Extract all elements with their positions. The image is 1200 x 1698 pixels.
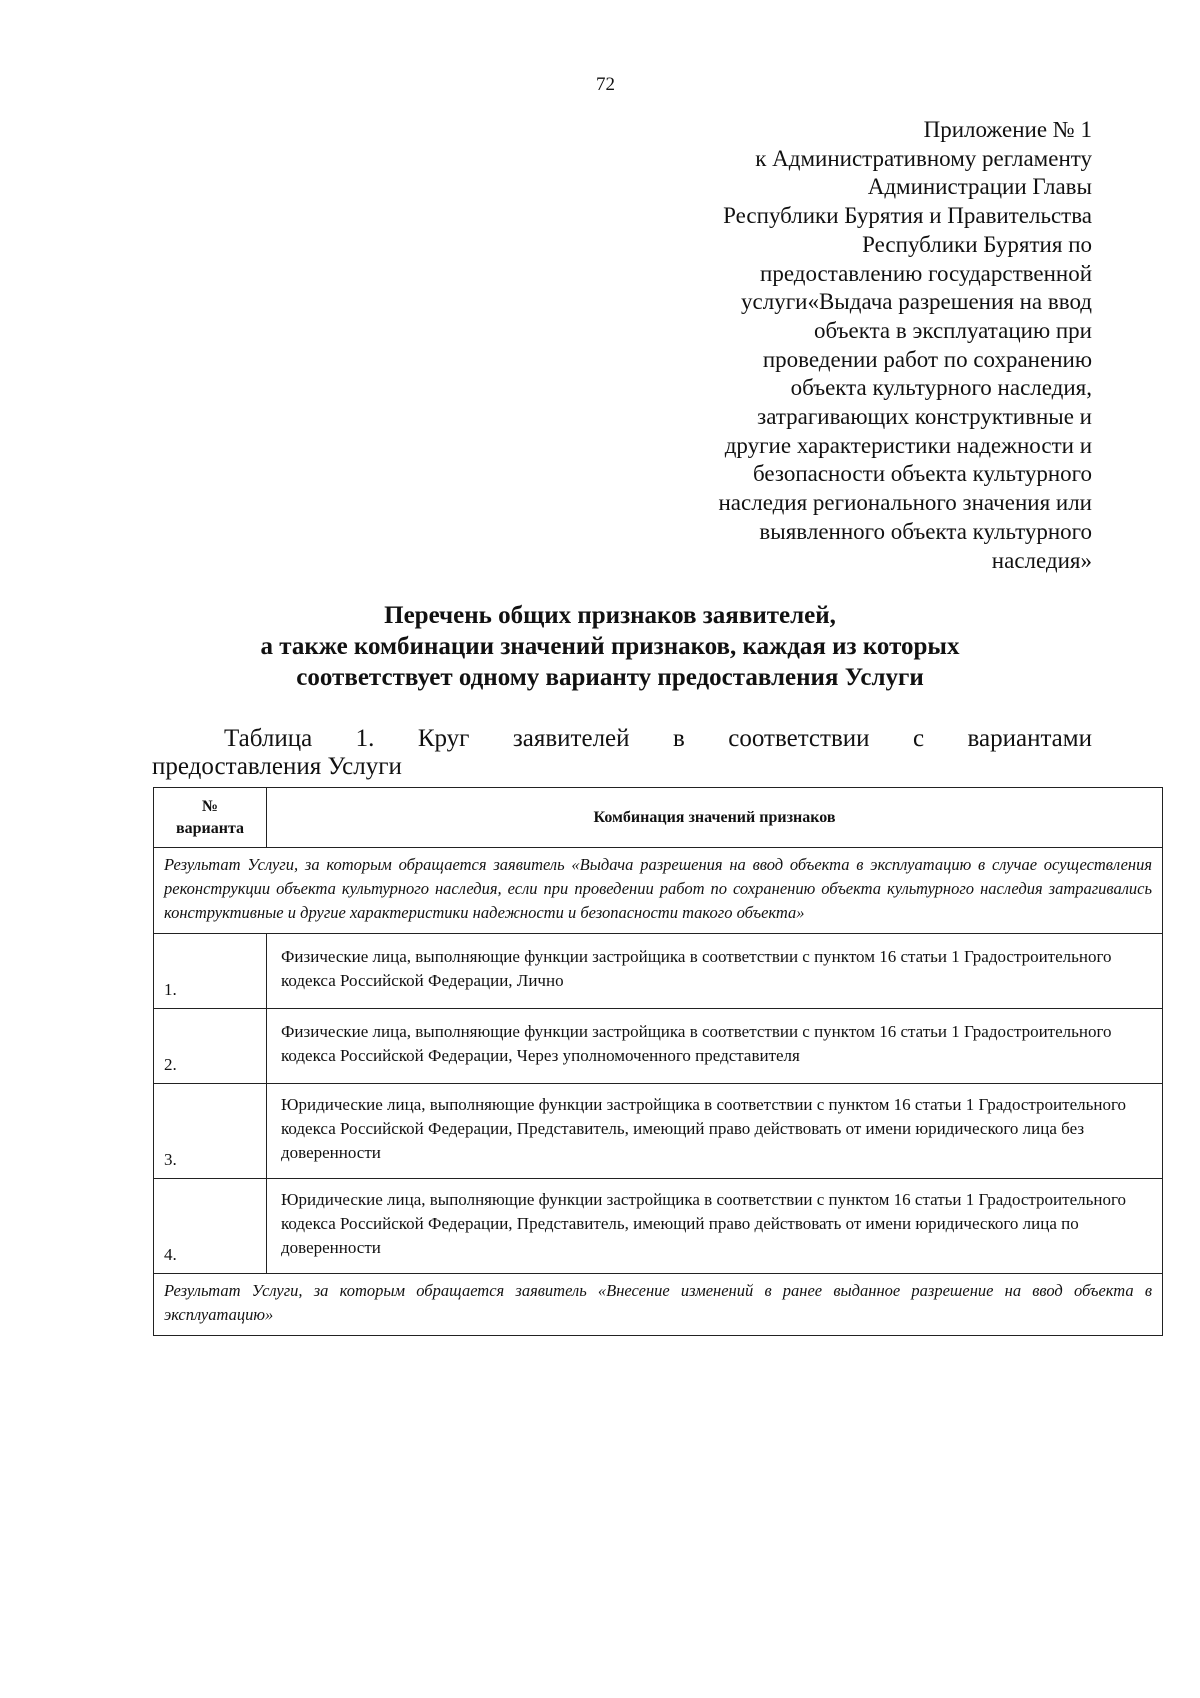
table-header-row	[154, 788, 1163, 848]
heading-line: соответствует одному варианту предоставления Услуги	[296, 664, 924, 691]
appendix-line: другие характеристики надежности и	[724, 432, 1092, 458]
appendix-line: объекта культурного наследия,	[790, 375, 1092, 401]
appendix-line: Республики Бурятия и Правительства	[723, 203, 1092, 229]
variant-description: Юридические лица, выполняющие функции застройщика в соответствии с пунктом 16 статьи 1 Градостроительного кодекса Российской Федерации, Представитель, имеющий право действовать от имени юридического лица по доверенности	[267, 1179, 1163, 1274]
table-row	[154, 1084, 1163, 1179]
variant-description: Физические лица, выполняющие функции застройщика в соответствии с пунктом 16 статьи 1 Градостроительного кодекса Российской Федерации, Лично	[267, 934, 1163, 1009]
appendix-line: объекта в эксплуатацию при	[814, 317, 1092, 343]
appendix-line: Администрации Главы	[867, 174, 1092, 200]
caption-word: вариантами	[967, 725, 1092, 752]
document-heading	[130, 600, 1090, 693]
caption-word: с	[912, 725, 925, 752]
caption-word: соответствии	[728, 725, 870, 752]
header-variant-number	[154, 788, 267, 848]
caption-word: 1.	[355, 725, 375, 752]
appendix-line: Приложение № 1	[923, 117, 1092, 142]
caption-line: предоставления Услуги	[152, 753, 402, 780]
variant-number: 1.	[154, 934, 267, 1009]
variant-number: 4.	[154, 1179, 267, 1274]
page-number: 72	[596, 74, 615, 95]
table-caption	[152, 724, 1092, 781]
appendix-line: безопасности объекта культурного	[752, 461, 1092, 487]
appendix-line: услуги«Выдача разрешения на ввод	[741, 289, 1092, 315]
appendix-note	[622, 116, 1092, 575]
caption-word: Круг	[417, 725, 470, 752]
caption-word: в	[672, 725, 685, 752]
appendix-line: предоставлению государственной	[760, 260, 1092, 286]
caption-word: заявителей	[512, 725, 630, 752]
header-num-label: варианта	[175, 819, 245, 837]
heading-line: Перечень общих признаков заявителей,	[384, 602, 836, 629]
appendix-line: наследия»	[991, 547, 1092, 573]
variant-description: Физические лица, выполняющие функции застройщика в соответствии с пунктом 16 статьи 1 Градостроительного кодекса Российской Федерации, Через уполномоченного представителя	[267, 1009, 1163, 1084]
appendix-line: затрагивающих конструктивные и	[757, 404, 1092, 430]
variant-description: Юридические лица, выполняющие функции застройщика в соответствии с пунктом 16 статьи 1 Градостроительного кодекса Российской Федерации, Представитель, имеющий право действовать от имени юридического лица без доверенности	[267, 1084, 1163, 1179]
table-row	[154, 1009, 1163, 1084]
appendix-line: к Административному регламенту	[755, 145, 1092, 171]
result-description: Результат Услуги, за которым обращается заявитель «Внесение изменений в ранее выданное разрешение на ввод объекта в эксплуатацию»	[154, 1274, 1163, 1336]
caption-word: Таблица	[224, 725, 313, 752]
result-row	[154, 848, 1163, 934]
header-combination: Комбинация значений признаков	[267, 788, 1163, 848]
variant-number: 2.	[154, 1009, 267, 1084]
header-num-symbol: №	[201, 797, 219, 815]
result-description: Результат Услуги, за которым обращается заявитель «Выдача разрешения на ввод объекта в эксплуатацию в случае осуществления реконструкции объекта культурного наследия, если при проведении работ по сохранению объекта культурного наследия затрагивались конструктивные и другие характеристики надежности и безопасности такого объекта»	[154, 848, 1163, 934]
result-row	[154, 1274, 1163, 1336]
table-row	[154, 1179, 1163, 1274]
appendix-line: Республики Бурятия по	[862, 231, 1092, 257]
appendix-line: наследия регионального значения или	[718, 490, 1092, 516]
table-row	[154, 934, 1163, 1009]
applicants-table	[153, 787, 1163, 1336]
heading-line: а также комбинации значений признаков, каждая из которых	[260, 633, 960, 660]
appendix-line: выявленного объекта культурного	[759, 518, 1092, 544]
variant-number: 3.	[154, 1084, 267, 1179]
appendix-line: проведении работ по сохранению	[762, 346, 1092, 372]
